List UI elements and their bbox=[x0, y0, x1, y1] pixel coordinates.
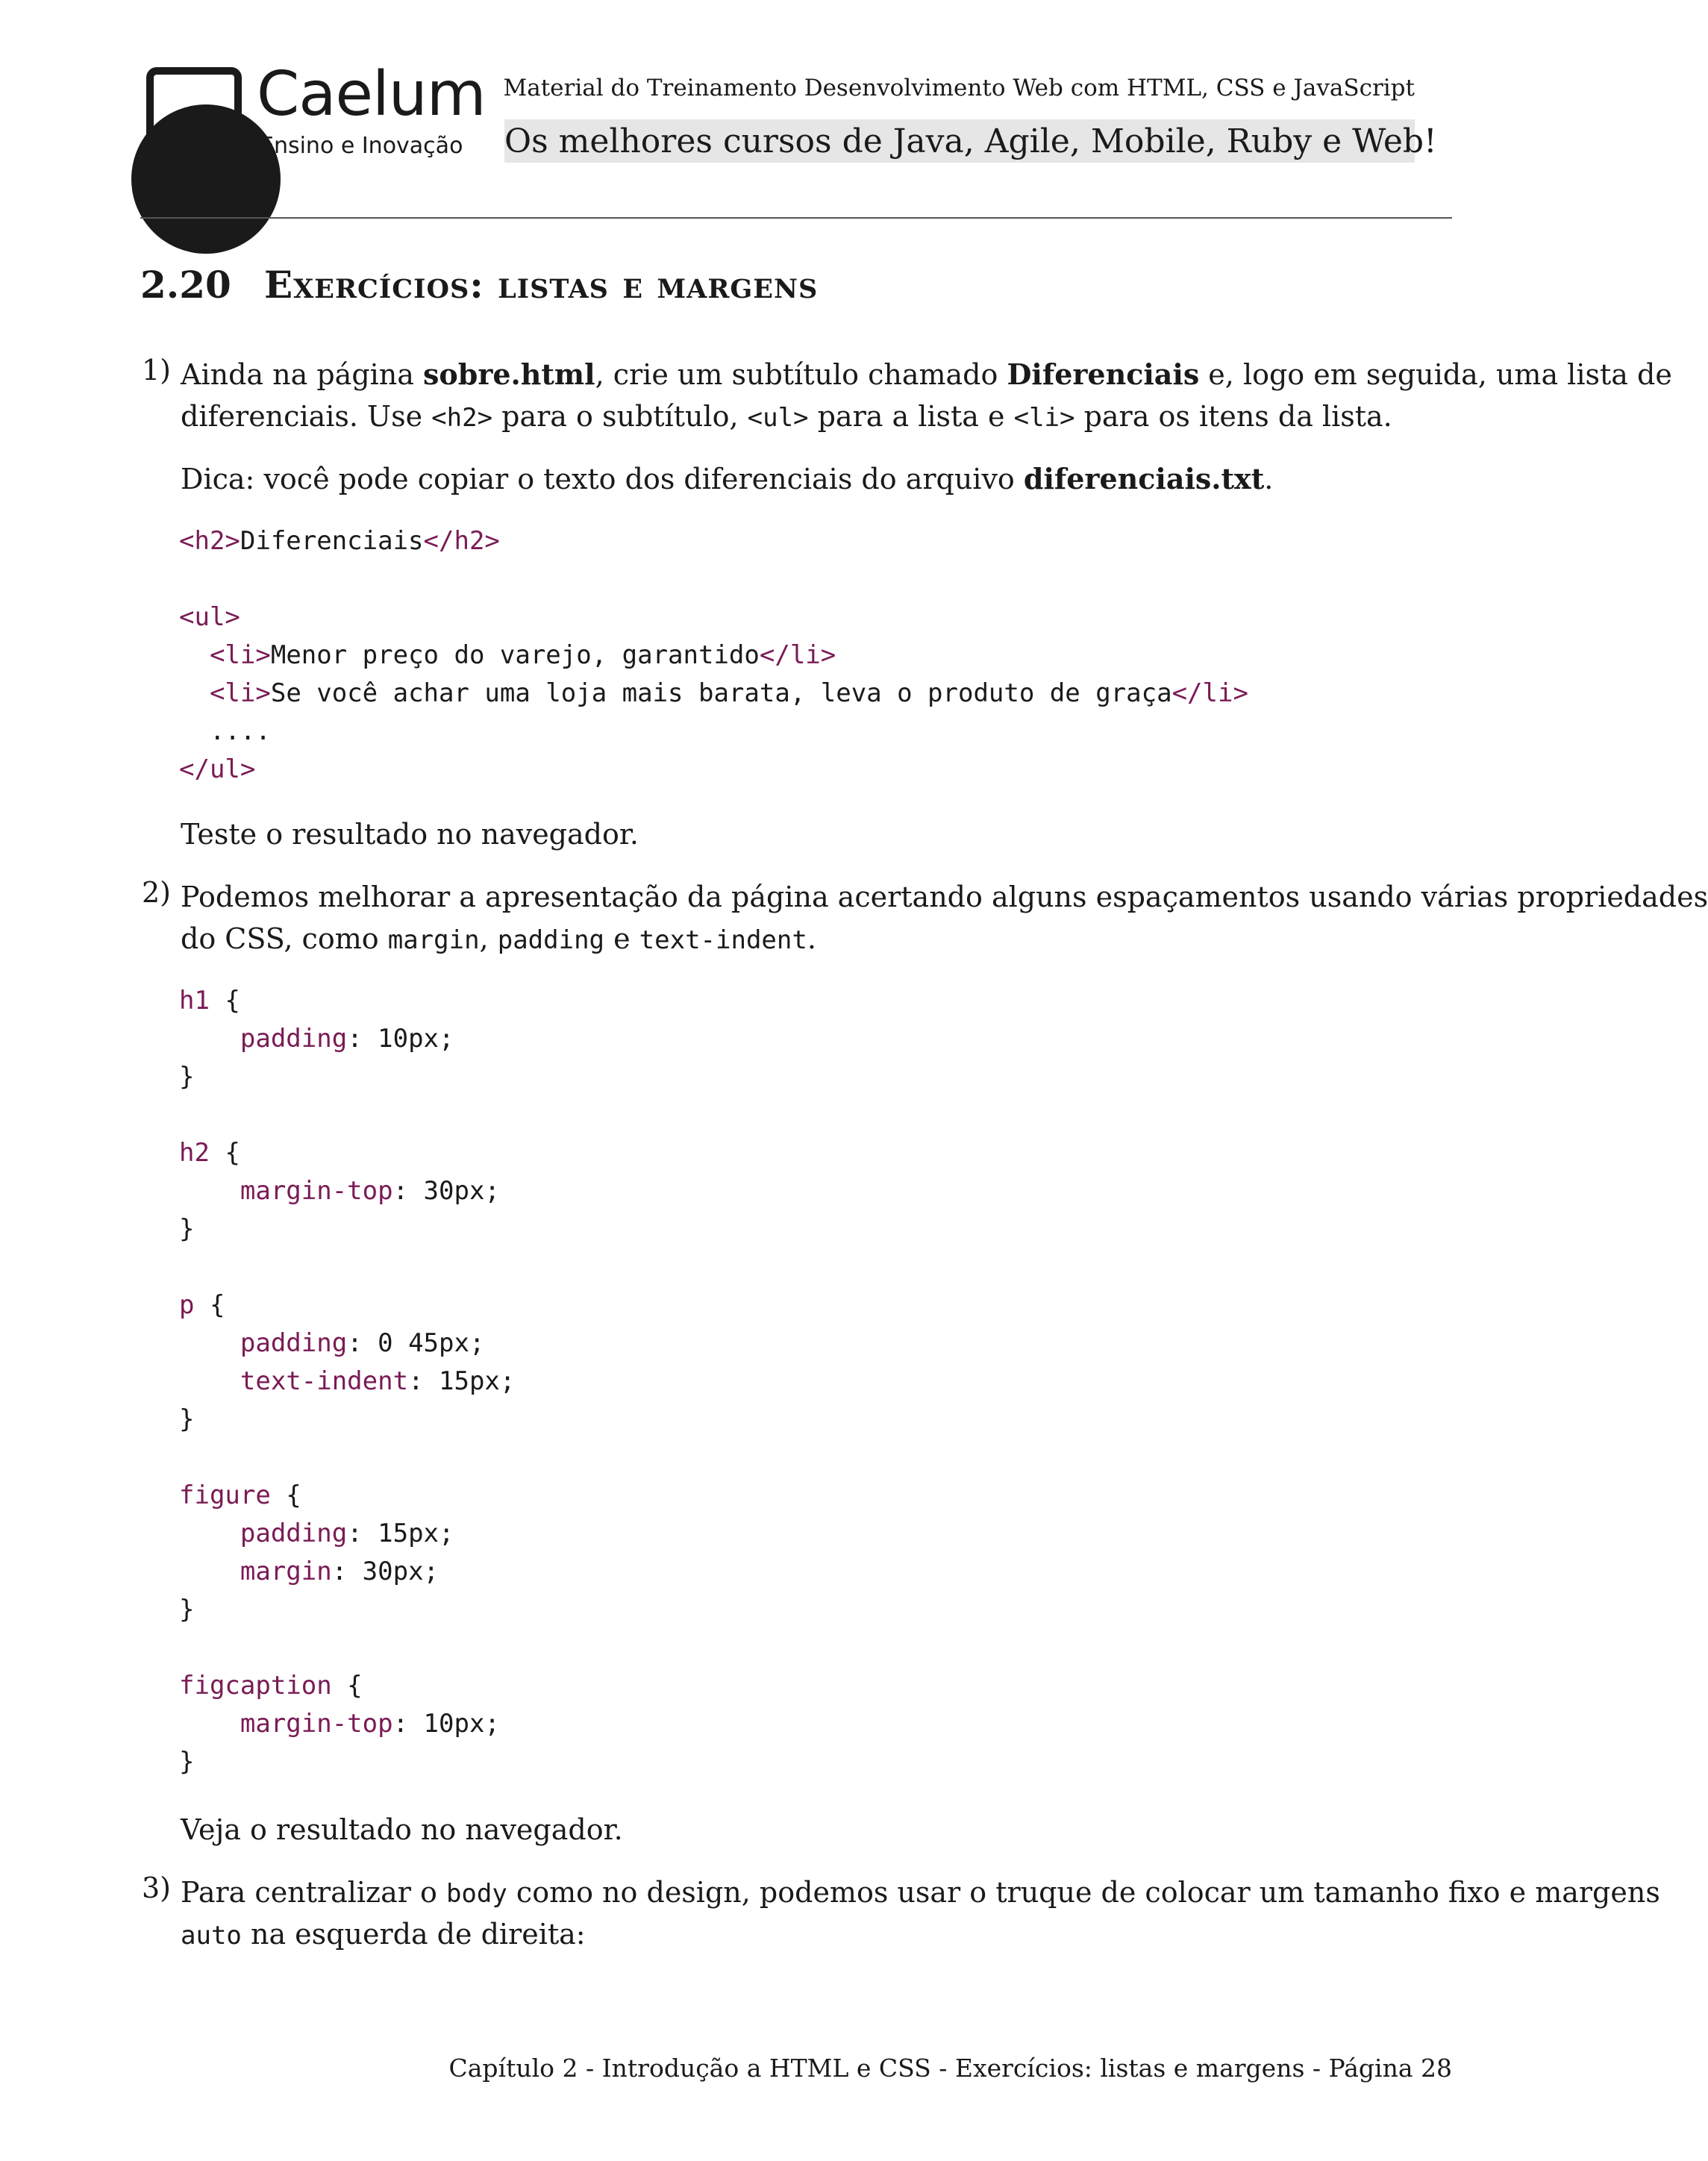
exercise-1-label: 1) bbox=[142, 354, 172, 387]
logo-name: Caelum bbox=[257, 59, 486, 130]
section-title bbox=[140, 263, 818, 307]
exercise-2-label: 2) bbox=[142, 876, 172, 909]
css-code-block: h1 { padding: 10px; } h2 { margin-top: 30px; } p { padding: 0 45px; text-indent: 15px; } figure { padding: 15px; margin: 30px; } figcaption { margin-top: 10px; } bbox=[179, 986, 516, 1777]
header-banner-text: Os melhores cursos de Java, Agile, Mobile, Ruby e Web! bbox=[504, 122, 1437, 160]
header-subtitle: Material do Treinamento Desenvolvimento Web com HTML, CSS e JavaScript bbox=[503, 75, 1415, 101]
exercise-3-line-2: auto na esquerda de direita: bbox=[181, 1918, 586, 1951]
exercise-1-after: Teste o resultado no navegador. bbox=[181, 818, 639, 851]
exercise-3-line-1: Para centralizar o body como no design, podemos usar o truque de colocar um tamanho fixo e margens bbox=[181, 1876, 1660, 1909]
exercise-2-line-2: do CSS, como margin, padding e text-indent. bbox=[181, 922, 816, 955]
header-divider bbox=[140, 217, 1452, 219]
exercise-1-line-1: Ainda na página sobre.html, crie um subtítulo chamado Diferenciais e, logo em seguida, uma lista de bbox=[181, 357, 1672, 391]
caelum-logo bbox=[146, 59, 486, 166]
exercise-1-tip: Dica: você pode copiar o texto dos diferenciais do arquivo diferenciais.txt. bbox=[181, 462, 1274, 495]
exercise-1-line-2: diferenciais. Use <h2> para o subtítulo, <ul> para a lista e <li> para os itens da lista. bbox=[181, 400, 1392, 433]
html-code-block: <h2>Diferenciais</h2> <ul> <li>Menor preço do varejo, garantido</li> <li>Se você achar uma loja mais barata, leva o produto de graça</li> .... </ul> bbox=[179, 526, 1248, 784]
exercise-3-label: 3) bbox=[142, 1871, 172, 1904]
exercise-2-line-1: Podemos melhorar a apresentação da página acertando alguns espaçamentos usando várias propriedades bbox=[181, 881, 1708, 913]
section-title-text: Exercícios: listas e margens bbox=[264, 263, 819, 307]
logo-tagline: Ensino e Inovação bbox=[260, 133, 463, 159]
page-footer: Capítulo 2 - Introdução a HTML e CSS - Exercícios: listas e margens - Página 28 bbox=[448, 2054, 1452, 2083]
exercise-2-after: Veja o resultado no navegador. bbox=[181, 1813, 623, 1846]
section-number: 2.20 bbox=[140, 263, 231, 307]
logo-mark-icon: * bbox=[146, 67, 242, 163]
header-banner bbox=[504, 119, 1437, 163]
